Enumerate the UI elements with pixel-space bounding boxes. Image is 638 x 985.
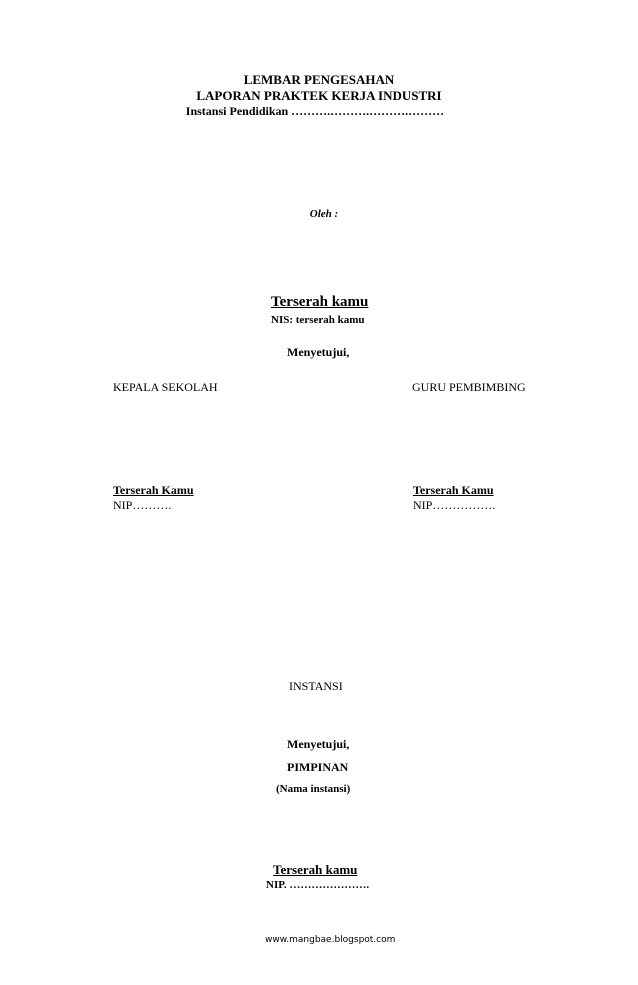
guru-pembimbing-nip: NIP…………….	[413, 498, 496, 512]
pimpinan-name: Terserah kamu	[273, 862, 358, 877]
kepala-sekolah-name: Terserah Kamu	[113, 483, 194, 497]
kepala-sekolah-nip: NIP……….	[113, 498, 172, 512]
footer-website: www.mangbae.blogspot.com	[265, 935, 396, 945]
student-name: Terserah kamu	[271, 294, 369, 310]
title-lembar-pengesahan: LEMBAR PENGESAHAN	[243, 72, 395, 87]
kepala-sekolah-role: KEPALA SEKOLAH	[113, 380, 218, 394]
guru-pembimbing-name: Terserah Kamu	[413, 483, 494, 497]
nama-instansi-label: (Nama instansi)	[276, 783, 351, 795]
oleh-label: Oleh :	[309, 208, 339, 220]
guru-pembimbing-role: GURU PEMBIMBING	[412, 380, 526, 394]
student-nis: NIS: terserah kamu	[271, 314, 365, 326]
pimpinan-label: PIMPINAN	[287, 760, 349, 774]
pimpinan-nip: NIP. ………………….	[266, 879, 370, 891]
instansi-pendidikan-line: Instansi Pendidikan ……….……….……….………	[185, 104, 445, 118]
title-laporan: LAPORAN PRAKTEK KERJA INDUSTRI	[196, 88, 442, 103]
instansi-approval-label: Menyetujui,	[287, 737, 350, 751]
approval-label: Menyetujui,	[287, 345, 350, 359]
instansi-heading: INSTANSI	[289, 679, 343, 693]
